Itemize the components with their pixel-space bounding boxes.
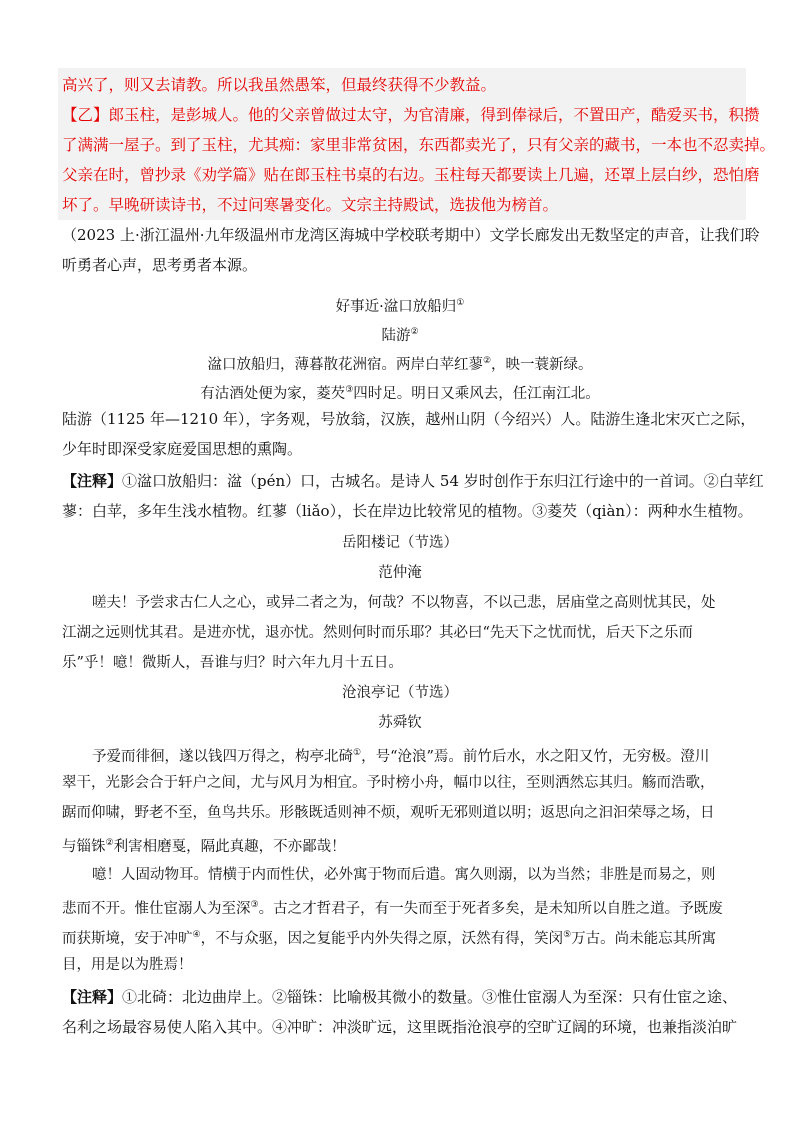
red-passage-line: 坏了。早晚研读诗书，不过问寒暑变化。文宗主持殿试，选拔他为榜首。 <box>62 196 559 214</box>
yueyang-author: 范仲淹 <box>378 565 422 581</box>
poem-line: 湓口放船归，薄暮散花洲宿。两岸白苹红蓼②，映一蓑新绿。 <box>207 356 593 373</box>
poem-annotation-line: 蓼：白苹，多年生浅水植物。红蓼（liǎo），长在岸边比较常见的植物。③菱芡（qiàn）：两种水生植物。 <box>62 502 753 520</box>
question-intro-line: （2023 上·浙江温州·九年级温州市龙湾区海城中学校联考期中）文学长廊发出无数坚定的声音，让我们聆 <box>62 226 760 244</box>
question-intro-line: 听勇者心声，思考勇者本源。 <box>62 256 258 274</box>
yueyang-title: 岳阳楼记（节选） <box>342 535 458 551</box>
canglang-text-line: 翠干，光影会合于轩户之间，尤与风月为相宜。予时榜小舟，幅巾以往，至则洒然忘其归。觞而浩歌， <box>62 775 715 791</box>
red-passage-line: 【乙】郎玉柱，是彭城人。他的父亲曾做过太守，为官清廉，得到俸禄后，不置田产，酷爱买书，积攒 <box>62 106 760 124</box>
red-passage-line: 高兴了，则又去请教。所以我虽然愚笨，但最终获得不少教益。 <box>62 76 497 94</box>
canglang-text-line: 而获斯境，安于冲旷④，不与众驱，因之复能乎内外失得之原，沃然有得，笑闵⑤万古。尚未能忘其所寓 <box>62 930 717 947</box>
canglang-text-line: 悲而不开。惟仕宦溺人为至深③。古之才哲君子，有一失而至于死者多矣，是未知所以自胜之道。予既废 <box>62 900 723 917</box>
canglang-text-line: 噫！人固动物耳。情横于内而性伏，必外寓于物而后遣。寓久则溺，以为当然；非胜是而易之，则 <box>92 867 716 883</box>
poem-line: 有沽酒处便为家，菱芡③四时足。明日又乘风去，任江南江北。 <box>200 385 600 402</box>
author-bio-line: 少年时即深受家庭爱国思想的熏陶。 <box>62 440 303 458</box>
yueyang-text-line: 乐”乎！噫！微斯人，吾谁与归？时六年九月十五日。 <box>62 655 403 671</box>
canglang-text-line: 踞而仰啸，野老不至，鱼鸟共乐。形骸既适则神不烦，观听无邪则道以明；返思向之汩汩荣辱之场，日 <box>62 805 715 821</box>
canglang-text-line: 与锱铢②利害相磨戛，隔此真趣，不亦鄙哉！ <box>62 838 346 855</box>
yueyang-text-line: 江湖之远则忧其君。是进亦忧，退亦忧。然则何时而乐耶？其必曰“先天下之忧而忧，后天下之乐而 <box>62 625 693 641</box>
prose-annotation-line: 【注释】①北碕：北边曲岸上。②锱铢：比喻极其微小的数量。③惟仕宦溺人为至深：只有仕宦之途、 <box>62 988 738 1006</box>
canglang-text-line: 目，用是以为胜焉！ <box>62 957 193 973</box>
poem-author: 陆游② <box>381 327 419 344</box>
red-passage-line: 父亲在时，曾抄录《劝学篇》贴在郎玉柱书桌的右边。玉柱每天都要读上几遍，还罩上层白纱，恐怕磨 <box>62 166 760 184</box>
prose-annotation-line: 名利之场最容易使人陷入其中。④冲旷：冲淡旷远，这里既指沧浪亭的空旷辽阔的环境，也兼指淡泊旷 <box>62 1018 738 1036</box>
canglang-title: 沧浪亭记（节选） <box>342 685 458 701</box>
author-bio-line: 陆游（1125 年—1210 年），字务观，号放翁，汉族，越州山阴（今绍兴）人。陆游生逢北宋灭亡之际， <box>62 410 756 428</box>
yueyang-text-line: 嗟夫！予尝求古仁人之心，或异二者之为，何哉？不以物喜，不以己悲，居庙堂之高则忧其民，处 <box>92 595 716 611</box>
canglang-text-line: 予爱而徘徊，遂以钱四万得之，构亭北碕①，号“沧浪”焉。前竹后水，水之阳又竹，无穷极。澄川 <box>92 748 710 765</box>
poem-title: 好事近·湓口放船归① <box>335 298 465 315</box>
poem-annotation-line: 【注释】①湓口放船归：湓（pén）口，古城名。是诗人 54 岁时创作于东归江行途中的一首词。②白苹红 <box>62 472 764 490</box>
red-passage-line: 了满满一屋子。到了玉柱，尤其痴：家里非常贫困，东西都卖光了，只有父亲的藏书，一本也不忍卖掉。 <box>62 136 776 154</box>
canglang-author: 苏舜钦 <box>378 715 422 731</box>
